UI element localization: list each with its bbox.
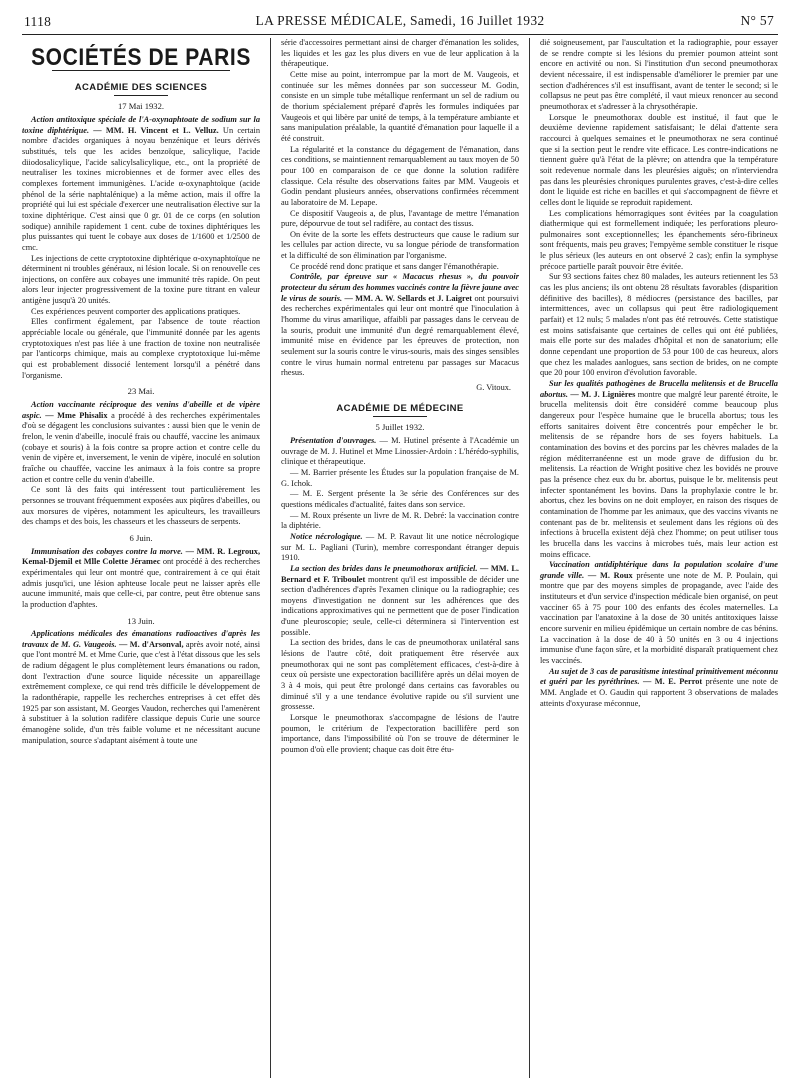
article-title: Notice nécrologique. — [289, 531, 363, 541]
article-paragraph: série d'accessoires permettant ainsi de charger d'émanation les solides, les liquides et les gaz les plus divers en vue de leur application à la thérapeutique. — [280, 38, 519, 69]
section-masthead: SOCIÉTÉS DE PARIS — [31, 44, 251, 71]
article-title: Contrôle, par épreuve sur « Macacus rhesus », du pouvoir protecteur du sérum des hommes vaccinés contre la fièvre jaune avec le virus de souris. — [280, 272, 519, 303]
article-paragraph — [540, 379, 778, 560]
article-paragraph: Sur 93 sections faites chez 80 malades, les auteurs retiennent les 53 cas les plus anciens; ils ont obtenu 28 résultats favorables (disparition définitive des bacilles), 8 médiocres (persistance des bacilles, par intermittences, avec un collapsus qui peut être radiologiquement parfait) et 12 nuls; 5 malades n'ont pas été retrouvés. Cette statistique est moins satisfaisante que certaines de celles qui ont été publiées, mais elle porte sur des malades d'hôpital et non de sanatorium; elle donne cependant une proportion de 53 pour 100 de cas heureux, alors que chez les malades aanlogues, sans section de brides, on ne compte que 20 pour 100 environ d'évolution favorable. — [539, 272, 778, 378]
article-body: Un certain nombre d'acides organiques à noyau benzénique et leurs dérivés substitués, tels que les acides benzoïque, salicylique, l'acide diiodosalicylique, l'acide salicylsalicylique, etc., ont la propriété de neutraliser les toxines microbiennes et de former avec elles des complexes fortement immunigènes. L'acide α-oxynaphtoïque (acide phénol de la série naphtalénique) a la même action, mais il offre la propriété qui lui est spéciale d'exercer une neutralisation élective sur la toxine diphtérique. C'est ainsi que 0 gr. 01 de ce corps (en solution sodique) annihile rapidement 1 cent. cube de toxines diphtériques les plus puissantes qui tuent le cobaye aux doses de 1/1600 et 1/2500 de cmc. — [22, 125, 261, 252]
article-paragraph: Cette mise au point, interrompue par la mort de M. Vaugeois, et continuée sur les mêmes données par son successeur M. Godin, consiste en un simple tube métallique renfermant un sel de radium ou de thorium spécialement préparé d'après les formules indiquées par Vaugeois et qui libère par unité de temps, à la température ambiante et sans manipulation préalable, la quantité d'émanation pour laquelle il a été construit. — [280, 69, 519, 143]
article-authors: — MM. L. Bernard et F. Triboulet — [280, 563, 519, 584]
article-paragraph — [540, 560, 778, 667]
academy-heading: ACADÉMIE DES SCIENCES — [74, 81, 208, 93]
header-rule — [22, 34, 778, 35]
article-paragraph — [281, 436, 519, 468]
article-authors: — M. E. Perrot — [639, 677, 703, 687]
article-body: après avoir noté, ainsi que l'ont montré M. et Mme Curie, que c'est à l'état dissous que les sels de radium dégagent le plus complètement leurs émanations ou radon, dont l'extraction d'une source liquide nécessite un appareillage extrêmement complexe, ce qui rend très difficile le développement de la radonthérapie, rappelle les recherches entreprises à cet effet dès 1925 par son assistant, M. Georges Vaudon, recherches qui l'amenèrent à substituer à la solution radifère classique depuis Curie une source émanogène solide, d'un très faible volume et ne nécessitant aucune manipulation, source s'adaptant aisément à toute une — [22, 639, 261, 745]
article-authors: — Mme Phisalix — [41, 410, 108, 420]
article-paragraph: Ce procédé rend donc pratique et sans danger l'émanothérapie. — [289, 261, 499, 271]
session-date: 13 Juin. — [127, 615, 155, 626]
article-body: — M. Hutinel présente à l'Académie un ouvrage de M. J. Hutinel et Mme Linossier-Ardoin : L'hérédo-syphilis, clinique et thérapeutique. — [280, 435, 520, 467]
article-paragraph: Les injections de cette cryptotoxine diphtérique α-oxynaphtoïque ne déterminent ni troubles généraux, ni lésion locale. Si on renouvelle ces injections, on confère aux cobayes une immunité très rapide. On peut alors leur injecter progressivement de la toxine pure titrant en valeur antigène jusqu'à 20 unités. — [22, 253, 261, 306]
column-separator — [529, 38, 530, 1078]
column-separator — [270, 38, 271, 1078]
article-paragraph: Ces expériences peuvent comporter des applications pratiques. — [31, 306, 241, 316]
signature: G. Vitoux. — [476, 383, 511, 392]
columns — [22, 38, 778, 1078]
article-body: présente une note de MM. Anglade et O. Gaudin qui rapportent 3 observations de malades atteints d'oxyurase méconnue, — [539, 677, 778, 708]
article-paragraph — [281, 532, 519, 564]
article-authors: — M. Roux — [584, 570, 633, 580]
article-body: montrent qu'il est impossible de décider une section d'adhérences d'après l'examen clinique ou la radiographie; ces moyens d'investigation ne donnent sur les adhérences que des indications approximatives qui ne permettent que de poser l'indication d'une pleuroscopie; seule, celle-ci déterminera si l'intervention est possible. — [280, 574, 519, 637]
article-paragraph: Lorsque le pneumothorax s'accompagne de lésions de l'autre poumon, le critérium de l'expectoration bacillifère perd son importance, dans l'impossibilité où l'on se trouve de déterminer le poumon d'où elle provient; chaque cas doit être étu- — [280, 713, 519, 754]
article-paragraph: Les complications hémorragiques sont évitées par la coagulation diathermique qui est formellement indiquée; les perforations pleuro-pulmonaires sont exceptionnelles; les épanchements séro-fibrineux sont fréquents, mais peu graves; l'empyème semble constituer le risque le plus sérieux (les auteurs en ont observé 2 cas); enfin la symphyse précoce partielle paraît pouvoir être évitée. — [539, 208, 778, 271]
academy-rule — [114, 95, 168, 96]
article-title: Action vaccinante réciproque des venins d'abeille et de vipère aspic. — [22, 400, 261, 420]
article-authors: — MM. A. W. Sellards et J. Laigret — [342, 293, 473, 303]
article-paragraph — [22, 547, 260, 611]
article-paragraph: On évite de la sorte les effets destructeurs que cause le radium sur les cellules par action directe, vu sa longue période de transformation et la difficulté de son élimination par l'organisme. — [280, 229, 519, 261]
article-paragraph: La section des brides, dans le cas de pneumothorax unilatéral sans lésions de l'autre côté, doit pratiquement être réservée aux pneumothorax qui ne sont pas complètement efficaces, c'est-à-dire à ceux où persiste une expectoration bacillifère après un délai moyen de 3 à 4 mois, qui peut être prolongé dans certains cas favorables ou diminué s'il y a une tendance évolutive rapide ou s'il survient une grossesse. — [280, 638, 519, 712]
article-body: a procédé à des recherches expérimentales d'où se dégagent les conclusions suivantes : aussi bien que le venin de frelon, le venin d'abeille, inoculé frais ou chauffé, vaccine les animaux (cobaye et souris) à la fois contre sa propre action et contre celle du venin de vipère et, inversement, le venin de vipère, inoculé en solution fraîche ou chauffée, vaccine les animaux à la fois contre sa propre action et contre celle du venin d'abeille. — [22, 410, 261, 484]
article-body: — M. P. Ravaut lit une notice nécrologique sur M. L. Pagliani (Turin), membre correspondant étranger depuis 1910. — [280, 531, 520, 563]
issue-number: N° 57 — [740, 13, 774, 28]
running-header — [22, 10, 778, 32]
article-paragraph — [281, 564, 519, 639]
page-number: 1118 — [24, 14, 52, 29]
article-paragraph: Ce sont là des faits qui intéressent tout particulièrement les personnes se trouvant fréquemment exposées aux piqûres d'abeilles, ou aux morsures de vipères, notamment les apiculteurs, les travailleurs des champs et des bois, les chasseurs et les chasseurs de serpents. — [22, 485, 261, 527]
column-2 — [275, 38, 525, 1078]
column-1 — [22, 38, 266, 1078]
article-paragraph: Elles confirment également, par l'absence de toute réaction appréciable locale ou générale, que l'immunité donnée par les agents cryptotoxiques n'est pas liée à une fraction de toxine non neutralisée par l'anticorps chimique, mais au complexe cryptotoxique lui-même qui est probablement dissocié lentement lorsqu'il a pénétré dans l'organisme. — [22, 317, 261, 380]
article-title: Au sujet de 3 cas de parasitisme intestinal primitivement méconnu et guéri par les pyréthrines. — [539, 666, 778, 687]
article-authors: — MM. R. Legroux, Kemal-Djemil et Mlle Colette Jéramec — [22, 546, 261, 567]
article-authors: — MM. H. Vincent et L. Velluz. — [89, 125, 219, 135]
article-body: ont procédé à des recherches expérimentales qui leur ont montré que, contrairement à ce qui était admis jusqu'ici, une lésion aphteuse locale peut ne laisser après elle aucune immunité, mais que celle-ci, par contre, peut être obtenue sans la production d'aphtes. — [22, 557, 261, 609]
article-paragraph: Ce dispositif Vaugeois a, de plus, l'avantage de mettre l'émanation pure, dépourvue de tout sel radifère, au contact des tissus. — [280, 208, 519, 229]
session-date: 6 Juin. — [129, 532, 153, 543]
article-paragraph — [281, 272, 519, 379]
journal-title: LA PRESSE MÉDICALE, Samedi, 16 Juillet 1932 — [255, 13, 545, 28]
article-paragraph — [540, 667, 778, 710]
article-body: ont poursuivi des recherches expérimentales qui leur ont montré que l'inoculation à l'homme du virus amarilique, affaibli par passages dans le cerveau de la souris, produit une immunité d'un degré remarquablement élevé, immunité mise en évidence par les épreuves de protection, non seulement sur la souris contre le virus-souris, mais des singes sensibles contre le virus humain normal entretenu par passages sur Macacus rhesus. — [280, 293, 519, 378]
column-3 — [534, 38, 778, 1078]
article-paragraph — [22, 115, 260, 254]
article-title: Vaccination antidiphtérique dans la population scolaire d'une grande ville. — [539, 560, 778, 580]
article-authors: — M. d'Arsonval, — [116, 639, 184, 649]
article-paragraph: — M. E. Sergent présente la 3e série des Conférences sur des questions médicales d'actualité, faites dans son service. — [280, 489, 519, 509]
article-paragraph: La régularité et la constance du dégagement de l'émanation, dans ces conditions, se maintiennent remarquablement au taux moyen de 50 pour 100 en comparaison de ce que donne la solution radifère classique. Cela résulte des observations faites par MM. Vaugeois et Godin pendant plusieurs années, observations confirmées récemment au laboratoire de M. Lepape. — [280, 144, 519, 207]
article-paragraph — [22, 400, 260, 485]
session-date: 5 Juillet 1932. — [375, 422, 425, 433]
session-date: 17 Mai 1932. — [117, 101, 165, 112]
article-paragraph: — M. Barrier présente les Études sur la population française de M. G. Ichok. — [280, 467, 519, 488]
article-paragraph: dié soigneusement, par l'auscultation et la radiographie, pour essayer de se rendre compte si les lésions du premier poumon atteint sont encore en activité ou non. Si l'institution d'un second pneumothorax devient nécessaire, il est indispensable d'améliorer le premier par une section d'adhérences s'il est insuffisant, avant de tenter le second; si le collapsus ne peut pas être complété, il vaut mieux renoncer au second pneumothorax et s'adresser à la chrysothérapie. — [539, 38, 778, 111]
article-title: La section des brides dans le pneumothorax artificiel. — [289, 563, 478, 573]
article-body: montre que malgré leur parenté étroite, le brucella melitensis doit être considéré comme beaucoup plus dangereux pour l'espèce humaine que le brucella abortus; tous les efforts sanitaires doivent être concentrés pour empêcher le br. melitensis de se répandre hors de ses foyers habituels. La contamination des bovins et des porcins par les chèvres malades de la région méditerranéenne est un mode grave de diffusion du br. melitensis. La réaction de Wright positive chez les bovidés ne prouve pas la présence chez eux du br. abortus, puisque le br. melitensis peut infecter spontanément les bovins. Dans la prophylaxie contre le br. abortus, chez les bovins on ne doit employer, en raison des risques de contamination de l'homme par les animaux, que des vaccins vivants ne contenant pas de br. melitensis et seulement dans les régions où des infections à brucella existent déjà chez l'homme; on peut utiliser tous les brucella dans les vaccins à microbes tués, mais leur action est moins efficace. — [539, 389, 778, 559]
article-body: présente une note de M. P. Poulain, qui montre que par des moyens simples de propagande, avec l'aide des instituteurs et d'un service d'inspection médicale bien organisé, on peut vacciner 65 à 75 pour 100 des enfants des écoles maternelles. La vaccination par l'anatoxine à la dose de 30 unités antitoxiques laisse encore survenir en milieu épidémique un certain nombre de cas bénins. La vaccination à la dose de 40 à 50 unités en 3 ou 4 injections immunise d'une façon sûre, et la morbidité disparaît pratiquement chez les vaccinés. — [539, 570, 778, 666]
academy-rule — [373, 416, 427, 417]
article-paragraph: Lorsque le pneumothorax double est institué, il faut que le deuxième devienne rapidement satisfaisant; le délai d'attente sera raccourci à quelques semaines et le pneumothorax ne sera continué que si la section peut le rendre vite efficace. Les contre-indications ne tiennent guère qu'à l'état de la plèvre; on attendra que la température soit redevenue normale dans les pleurésies aiguës; on n'interviendra pas dans les pleurésies chroniques purulentes graves, c'est-à-dire celles dont le liquide est riche en bacilles et qui s'accompagnent de fièvre et celles dont le liquide se reproduit rapidement. — [539, 112, 778, 207]
article-title: Présentation d'ouvrages. — [289, 435, 377, 445]
academy-heading: ACADÉMIE DE MÉDECINE — [336, 402, 464, 414]
article-title: Sur les qualités pathogènes de Brucella melitensis et de Brucella abortus. — [539, 379, 778, 399]
article-title: Applications médicales des émanations radioactives d'après les travaux de M. G. Vaugeois. — [22, 629, 261, 649]
article-title: Immunisation des cobayes contre la morve. — [31, 546, 183, 556]
article-title: Action antitoxique spéciale de l'A-oxynaphtoate de sodium sur la toxine diphtérique. — [22, 114, 261, 135]
article-paragraph — [22, 629, 260, 746]
session-date: 23 Mai. — [127, 386, 155, 397]
article-paragraph: — M. Roux présente un livre de M. R. Debré: la vaccination contre la diphtérie. — [280, 510, 519, 531]
article-authors: — M. J. Lignières — [568, 389, 636, 399]
